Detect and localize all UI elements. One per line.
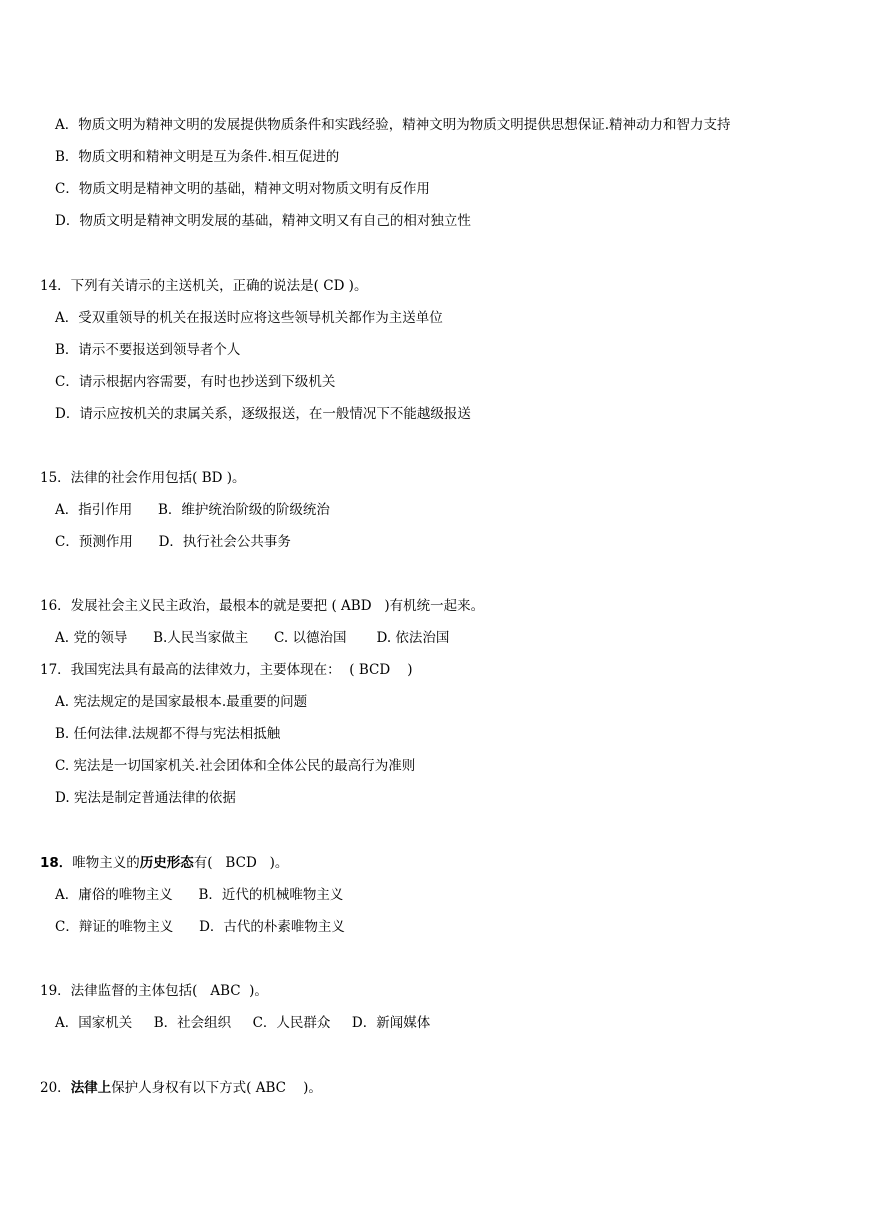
q14-option-d: D．请示应按机关的隶属关系，逐级报送，在一般情况下不能越级报送	[55, 406, 471, 422]
q19-options-row: A．国家机关 B．社会组织 C．人民群众 D．新闻媒体	[55, 1015, 431, 1031]
q14-option-b: B．请示不要报送到领导者个人	[55, 342, 241, 358]
q18-stem-text-b: 有( BCD )。	[193, 855, 289, 871]
q16-options-row: A. 党的领导 B.人民当家做主 C. 以德治国 D. 依法治国	[55, 630, 450, 646]
q19-stem: 19．法律监督的主体包括( ABC )。	[40, 983, 268, 999]
q15-options-row-1: A．指引作用 B．维护统治阶级的阶级统治	[55, 502, 330, 518]
q13-option-d: D．物质文明是精神文明发展的基础，精神文明又有自己的相对独立性	[55, 213, 471, 229]
q15-stem: 15．法律的社会作用包括( BD )。	[40, 470, 246, 486]
q20-stem	[40, 1079, 322, 1097]
q17-option-c: C. 宪法是一切国家机关.社会团体和全体公民的最高行为准则	[55, 758, 416, 774]
q14-stem: 14．下列有关请示的主送机关，正确的说法是( CD )。	[40, 278, 368, 294]
q18-options-row-2: C．辩证的唯物主义 D．古代的朴素唯物主义	[55, 919, 345, 935]
q20-stem-text: 保护人身权有以下方式( ABC )。	[111, 1080, 322, 1096]
q17-option-b: B. 任何法律.法规都不得与宪法相抵触	[55, 726, 281, 742]
q15-options-row-2: C．预测作用 D．执行社会公共事务	[55, 534, 291, 550]
q20-stem-bold: 法律上	[70, 1080, 112, 1096]
q13-option-a: A．物质文明为精神文明的发展提供物质条件和实践经验，精神文明为物质文明提供思想保证.精神动力和智力支持	[55, 117, 731, 133]
q18-stem-bold: 历史形态	[139, 855, 194, 871]
q18-stem	[40, 854, 288, 872]
q16-stem: 16．发展社会主义民主政治，最根本的就是要把 ( ABD )有机统一起来。	[40, 598, 485, 614]
q17-option-d: D. 宪法是制定普通法律的依据	[55, 790, 236, 806]
q17-option-a: A. 宪法规定的是国家最根本.最重要的问题	[55, 694, 308, 710]
q18-stem-text-a: 唯物主义的	[72, 855, 140, 871]
q17-stem: 17．我国宪法具有最高的法律效力，主要体现在： ( BCD )	[40, 662, 413, 678]
q13-option-c: C．物质文明是精神文明的基础，精神文明对物质文明有反作用	[55, 181, 430, 197]
q18-number: 18．	[40, 855, 73, 871]
q20-number: 20．	[40, 1080, 71, 1096]
q13-option-b: B．物质文明和精神文明是互为条件.相互促进的	[55, 149, 340, 165]
q14-option-c: C．请示根据内容需要，有时也抄送到下级机关	[55, 374, 336, 390]
q18-options-row-1: A．庸俗的唯物主义 B．近代的机械唯物主义	[55, 887, 344, 903]
q14-option-a: A．受双重领导的机关在报送时应将这些领导机关都作为主送单位	[55, 310, 443, 326]
